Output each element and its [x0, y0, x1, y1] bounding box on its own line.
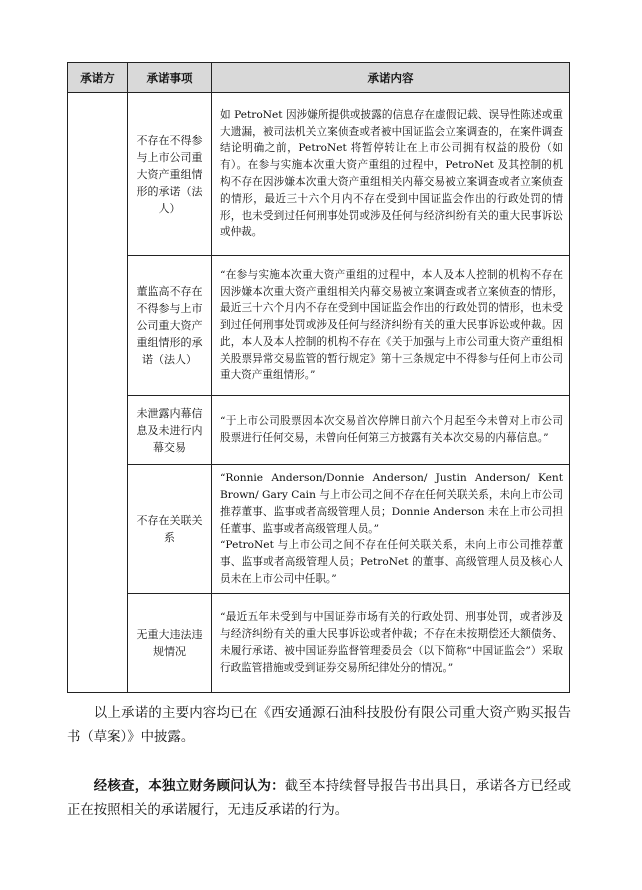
header-content: 承诺内容: [212, 63, 570, 93]
conclusion-paragraph: [67, 774, 571, 823]
content-paragraph: 如 PetroNet 因涉嫌所提供或披露的信息存在虚假记载、误导性陈述或重大遗漏，被司法机关立案侦查或者被中国证监会立案调查的，在案件调查结论明确之前，PetroNet 将暂停转让在上市公司拥有权益的股份（如有）。在参与实施本次重大资产重组的过程中，PetroNet 及其控制的机构不存在因涉嫌本次重大资产重组相关内幕交易被立案调查或者立案侦查的情形，最近三十六个月内不存在受到中国证监会作出的行政处罚的情形，也未受到过任何刑事处罚或涉及任何与经济纠纷有关的重大民事诉讼或仲裁。: [220, 108, 563, 239]
commitment-item: 董监高不存在不得参与上市公司重大资产重组情形的承诺（法人）: [128, 256, 212, 396]
content-paragraph: “Ronnie Anderson/Donnie Anderson/ Justin Anderson/ Kent Brown/ Gary Cain 与上市公司之间不存在任何关联关系，未向上市公司推荐董事、监事或者高级管理人员；Donnie Anderson 未在上市公司担任董事、监事或者高级管理人员。”: [220, 472, 563, 535]
table-header-row: [68, 63, 570, 93]
content-paragraph: “在参与实施本次重大资产重组的过程中，本人及本人控制的机构不存在因涉嫌本次重大资产重组相关内幕交易被立案调查或者立案侦查的情形，最近三十六个月内不存在受到中国证监会作出的行政处罚的情形，也未受到过任何刑事处罚或涉及任何与经济纠纷有关的重大民事诉讼或仲裁。因此，本人及本人控制的机构不存在《关于加强与上市公司重大资产重组相关股票异常交易监管的暂行规定》第十三条规定中不得参与任何上市公司重大资产重组情形。”: [220, 268, 563, 382]
commitments-table: [67, 62, 570, 693]
conclusion-text: 截至本持续督导报告书出具日，承诺各方已经或正在按照相关的承诺履行，无违反承诺的行为。: [67, 779, 572, 818]
content-paragraph: “最近五年未受到与中国证券市场有关的行政处罚、刑事处罚，或者涉及与经济纠纷有关的重大民事诉讼或者仲裁；不存在未按期偿还大额债务、未履行承诺、被中国证券监督管理委员会（以下简称“中国证监会”）采取行政监管措施或受到证券交易所纪律处分的情况。”: [220, 611, 563, 674]
commitment-item: 未泄露内幕信息及未进行内幕交易: [128, 396, 212, 465]
conclusion-lead: 经核查，本独立财务顾问认为：: [93, 778, 285, 794]
commitment-content: [212, 594, 570, 693]
commitment-content: [212, 465, 570, 594]
party-cell: [68, 93, 128, 693]
table-row: [68, 465, 570, 594]
table-row: [68, 256, 570, 396]
disclosure-paragraph: 以上承诺的主要内容均已在《西安通源石油科技股份有限公司重大资产购买报告书（草案）》中披露。: [67, 706, 571, 745]
header-item: 承诺事项: [128, 63, 212, 93]
content-paragraph: “PetroNet 与上市公司之间不存在任何关联关系，未向上市公司推荐董事、监事或者高级管理人员；PetroNet 的董事、高级管理人员及核心人员未在上市公司中任职。”: [220, 539, 563, 585]
table-row: [68, 93, 570, 256]
commitment-item: 不存在关联关系: [128, 465, 212, 594]
commitment-item: 不存在不得参与上市公司重大资产重组情形的承诺（法人）: [128, 93, 212, 256]
content-paragraph: “于上市公司股票因本次交易首次停牌日前六个月起至今未曾对上市公司股票进行任何交易，未曾向任何第三方披露有关本次交易的内幕信息。”: [220, 415, 563, 444]
commitment-content: [212, 256, 570, 396]
table-row: [68, 396, 570, 465]
commitment-item: 无重大违法违规情况: [128, 594, 212, 693]
commitment-content: [212, 93, 570, 256]
table-row: [68, 594, 570, 693]
header-party: 承诺方: [68, 63, 128, 93]
commitment-content: [212, 396, 570, 465]
